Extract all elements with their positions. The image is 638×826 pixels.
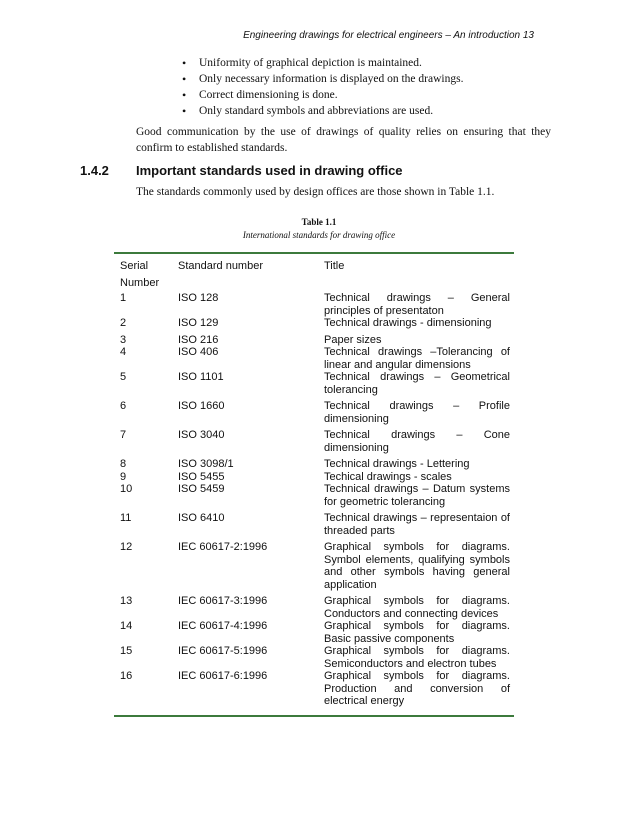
- cell-title: Technical drawings –Tolerancing of linear and angular dimensions: [324, 346, 510, 371]
- cell-standard: ISO 3040: [178, 429, 225, 441]
- cell-serial: 15: [120, 645, 133, 657]
- cell-serial: 14: [120, 620, 133, 632]
- table-row: [120, 346, 510, 371]
- header-standard: Standard number: [178, 260, 263, 272]
- cell-standard: ISO 5459: [178, 483, 225, 495]
- intro-text: The standards commonly used by design offices are those shown in Table 1.1.: [136, 186, 495, 198]
- table-header-row: [120, 258, 510, 292]
- table-row: [120, 292, 510, 317]
- cell-standard: ISO 216: [178, 333, 219, 346]
- table-subtitle: International standards for drawing office: [242, 230, 396, 240]
- table-row: [120, 458, 510, 471]
- cell-title: Paper sizes: [324, 333, 382, 346]
- table-row: [120, 670, 510, 708]
- section-title: Important standards used in drawing office: [136, 163, 403, 178]
- cell-serial: 13: [120, 595, 133, 607]
- cell-serial: 16: [120, 670, 133, 682]
- cell-title: Graphical symbols for diagrams. Semiconductors and electron tubes: [324, 645, 510, 670]
- cell-title: Technical drawings - dimensioning: [324, 317, 492, 329]
- cell-title: Technical drawings – representaion of threaded parts: [324, 512, 510, 537]
- table-row: [120, 429, 510, 454]
- cell-title: Graphical symbols for diagrams. Basic passive components: [324, 620, 510, 645]
- cell-serial: 3: [120, 333, 127, 346]
- bullet-item: • Correct dimensioning is done.: [182, 87, 463, 103]
- cell-standard: ISO 406: [178, 346, 219, 358]
- table-row: [120, 512, 510, 537]
- bullet-item: • Only standard symbols and abbreviations are used.: [182, 103, 463, 119]
- table-row: [120, 400, 510, 425]
- cell-title: Graphical symbols for diagrams. Conductors and connecting devices: [324, 595, 510, 620]
- cell-standard: IEC 60617-5:1996: [178, 645, 268, 657]
- cell-standard: IEC 60617-3:1996: [178, 595, 268, 607]
- cell-serial: 11: [120, 512, 132, 524]
- cell-title: Techical drawings - scales: [324, 470, 452, 483]
- cell-serial: 7: [120, 429, 127, 441]
- table-caption: [0, 216, 638, 242]
- standards-table: [120, 258, 510, 708]
- bullet-item: • Uniformity of graphical depiction is maintained.: [182, 55, 463, 71]
- cell-standard: ISO 6410: [178, 512, 225, 524]
- cell-serial: 10: [120, 483, 133, 495]
- cell-serial: 12: [120, 541, 133, 553]
- cell-standard: ISO 1101: [178, 371, 224, 383]
- cell-standard: ISO 3098/1: [178, 458, 234, 470]
- section-number: 1.4.2: [80, 163, 109, 178]
- table-top-rule: [114, 252, 514, 254]
- cell-title: Technical drawings – Cone dimensioning: [324, 429, 510, 454]
- running-header: Engineering drawings for electrical engineers – An introduction 13: [243, 30, 534, 41]
- cell-serial: 5: [120, 371, 127, 383]
- table-bottom-rule: [114, 715, 514, 717]
- cell-standard: IEC 60617-6:1996: [178, 670, 268, 682]
- cell-title: Graphical symbols for diagrams. Production and conversion of electrical energy: [324, 670, 510, 707]
- cell-serial: 1: [120, 292, 127, 304]
- cell-title: Technical drawings – General principles of presentaton: [324, 292, 510, 317]
- cell-title: Technical drawings – Geometrical tolerancing: [324, 371, 510, 396]
- cell-standard: ISO 129: [178, 317, 219, 329]
- cell-serial: 8: [120, 458, 127, 470]
- table-row: [120, 483, 510, 508]
- table-row: [120, 645, 510, 670]
- cell-standard: IEC 60617-2:1996: [178, 541, 268, 553]
- cell-title: Graphical symbols for diagrams. Symbol elements, qualifying symbols and other symbols having general application: [324, 541, 510, 591]
- cell-standard: IEC 60617-4:1996: [178, 620, 268, 632]
- table-row: [120, 620, 510, 645]
- table-body: [120, 292, 510, 708]
- cell-title: Technical drawings - Lettering: [324, 458, 470, 470]
- cell-standard: ISO 1660: [178, 400, 225, 412]
- cell-serial: 6: [120, 400, 127, 412]
- table-row: [120, 334, 510, 347]
- cell-title: Technical drawings – Profile dimensioning: [324, 400, 510, 425]
- cell-title: Technical drawings – Datum systems for geometric tolerancing: [324, 483, 510, 508]
- table-row: [120, 371, 510, 396]
- table-row: [120, 317, 510, 330]
- bullet-list: [182, 55, 463, 119]
- cell-serial: 9: [120, 470, 127, 483]
- cell-serial: 2: [120, 317, 127, 329]
- cell-standard: ISO 128: [178, 292, 219, 304]
- cell-serial: 4: [120, 346, 127, 358]
- bullet-item: • Only necessary information is displayed on the drawings.: [182, 71, 463, 87]
- cell-standard: ISO 5455: [178, 470, 225, 483]
- table-row: [120, 595, 510, 620]
- body-paragraph: Good communication by the use of drawings of quality relies on ensuring that they confirm to established standards.: [136, 126, 551, 154]
- header-serial: Serial Number: [120, 260, 160, 289]
- table-row: [120, 541, 510, 591]
- table-row: [120, 471, 510, 484]
- table-title: Table 1.1: [301, 217, 337, 227]
- header-title: Title: [324, 260, 345, 272]
- section-heading: [80, 163, 403, 178]
